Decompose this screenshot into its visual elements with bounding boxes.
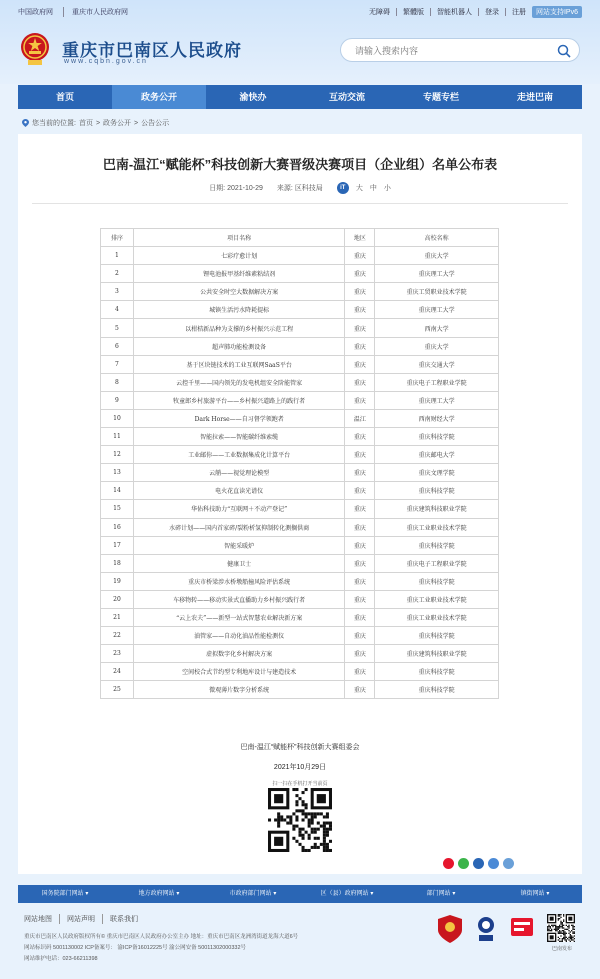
search-box xyxy=(340,38,580,62)
table-row xyxy=(101,265,499,283)
footer-qr-code-icon xyxy=(547,914,575,942)
nav-gov-affairs[interactable]: 政务公开 xyxy=(112,85,206,109)
cell-region: 重庆 xyxy=(345,428,375,446)
signature-date: 2021年10月29日 xyxy=(273,764,327,771)
cell-region: 重庆 xyxy=(345,247,375,265)
cell-rank: 19 xyxy=(101,572,134,590)
date-label: 日期: xyxy=(209,185,226,192)
main-nav xyxy=(18,85,582,109)
cell-rank: 20 xyxy=(101,590,134,608)
cell-region: 重庆 xyxy=(345,373,375,391)
table-row xyxy=(101,446,499,464)
link-cq-gov[interactable]: 重庆市人民政府网 xyxy=(63,7,128,17)
qzone-share-icon[interactable] xyxy=(473,858,484,869)
font-medium-button[interactable]: 中 xyxy=(369,185,377,192)
cell-rank: 16 xyxy=(101,518,134,536)
cell-project: 云艄——视觉理论模型 xyxy=(133,464,344,482)
source-group xyxy=(277,183,323,193)
footer-badges xyxy=(437,914,535,944)
nav-interaction[interactable]: 互动交流 xyxy=(328,92,365,102)
breadcrumb-sep: > xyxy=(134,119,139,127)
table-row xyxy=(101,608,499,626)
cell-region: 重庆 xyxy=(345,663,375,681)
cell-project: 虚拟数字化乡村解决方案 xyxy=(133,645,344,663)
qr-caption: 扫一扫在手机打开当前页 xyxy=(272,781,328,787)
article-card xyxy=(18,134,582,874)
link-login[interactable]: 登录 xyxy=(484,9,499,16)
footer-qr-caption: 巴南发布 xyxy=(551,946,572,952)
cell-university: 重庆科技学院 xyxy=(375,681,499,699)
breadcrumb-notices[interactable]: 公告公示 xyxy=(141,120,170,127)
cell-university: 重庆理工大学 xyxy=(375,265,499,283)
breadcrumb xyxy=(22,118,169,128)
cell-project: 智能采暖炉 xyxy=(133,536,344,554)
cell-region: 重庆 xyxy=(345,301,375,319)
cell-university: 重庆理工大学 xyxy=(375,391,499,409)
cell-university: 重庆工业职业技术学院 xyxy=(375,608,499,626)
footer-copyright: 重庆市巴南区人民政府版权所有© 重庆市巴南区人民政府办公室主办 地址：重庆市巴南区龙洲湾街道龙海大道6号 xyxy=(24,934,299,940)
cell-region: 重庆 xyxy=(345,446,375,464)
cell-region: 重庆 xyxy=(345,265,375,283)
table-row xyxy=(101,391,499,409)
cell-rank: 1 xyxy=(101,247,134,265)
table-row xyxy=(101,428,499,446)
header-university: 高校名称 xyxy=(375,229,499,247)
cell-rank: 9 xyxy=(101,391,134,409)
breadcrumb-sep: > xyxy=(95,119,101,127)
cell-project: 油管家——自动化油品性能检测仪 xyxy=(133,627,344,645)
cell-university: 重庆科技学院 xyxy=(375,627,499,645)
date-group xyxy=(209,183,263,193)
footer-nav-label: 地方政府网站 xyxy=(138,891,175,897)
table-row xyxy=(101,247,499,265)
table-row xyxy=(101,554,499,572)
cell-university: 重庆建筑科技职业学院 xyxy=(375,500,499,518)
link-traditional[interactable]: 繁體版 xyxy=(402,9,424,16)
table-row xyxy=(101,518,499,536)
cell-university: 重庆建筑科技职业学院 xyxy=(375,645,499,663)
separator xyxy=(430,8,431,16)
cell-project: 七彩疗愈计划 xyxy=(133,247,344,265)
cell-region: 重庆 xyxy=(345,518,375,536)
cell-project: 健康卫士 xyxy=(133,554,344,572)
breadcrumb-prefix: 您当前的位置: xyxy=(32,120,76,127)
top-bar xyxy=(0,0,600,22)
footer-nav-state-council[interactable]: 国务院部门网站 ▾ xyxy=(41,891,89,897)
footer-info xyxy=(24,932,298,965)
wechat-share-icon[interactable] xyxy=(458,858,469,869)
cell-region: 重庆 xyxy=(345,391,375,409)
table-body xyxy=(101,247,499,699)
cell-project: 基于区块链技术的工业互联网SaaS平台 xyxy=(133,355,344,373)
footer-nav-towns[interactable]: 镇街网站 ▾ xyxy=(520,891,550,897)
table-row xyxy=(101,301,499,319)
table-row xyxy=(101,482,499,500)
footer-icp: 网站标识码 5001130002 ICP备案号： 渝ICP备16012225号 渝公网安备 50011302000332号 xyxy=(24,945,247,951)
title-divider xyxy=(32,203,568,204)
header-region: 地区 xyxy=(345,229,375,247)
table-row xyxy=(101,464,499,482)
cell-university: 重庆电子工程职业学院 xyxy=(375,373,499,391)
table-row xyxy=(101,663,499,681)
cell-project: 空间校合式节约型专利地库设计与建造技术 xyxy=(133,663,344,681)
cell-rank: 11 xyxy=(101,428,134,446)
cell-project: 重庆市桥梁涉水桥墩船撞风险评估系统 xyxy=(133,572,344,590)
nav-home[interactable]: 首页 xyxy=(55,92,74,102)
cell-project: Dark Horse——自习督学领跑者 xyxy=(133,409,344,427)
table-row xyxy=(101,500,499,518)
cell-rank: 14 xyxy=(101,482,134,500)
cell-university: 重庆科技学院 xyxy=(375,428,499,446)
cell-rank: 4 xyxy=(101,301,134,319)
cell-project: 牧童郎乡村旅游平台——乡村振兴道路上的践行者 xyxy=(133,391,344,409)
cell-region: 重庆 xyxy=(345,319,375,337)
cell-university: 重庆文理学院 xyxy=(375,464,499,482)
separator xyxy=(478,8,479,16)
footer-nav-local-gov[interactable]: 地方政府网站 ▾ xyxy=(138,891,180,897)
link-register[interactable]: 注册 xyxy=(511,9,526,16)
cell-region: 重庆 xyxy=(345,627,375,645)
site-title: 重庆市巴南区人民政府 xyxy=(62,41,242,60)
cell-region: 重庆 xyxy=(345,590,375,608)
link-sitemap[interactable]: 网站地图 xyxy=(24,916,52,923)
cell-project: 以柑桔新品种为支撑的乡村振兴示范工程 xyxy=(133,319,344,337)
cell-rank: 3 xyxy=(101,283,134,301)
cell-region: 重庆 xyxy=(345,355,375,373)
error-report-badge-icon[interactable] xyxy=(509,914,535,944)
table-row xyxy=(101,572,499,590)
table-row xyxy=(101,645,499,663)
cell-project: 锂电池报甲基纤维素粘结剂 xyxy=(133,265,344,283)
email-share-icon[interactable] xyxy=(488,858,499,869)
footer-nav-label: 国务院部门网站 xyxy=(41,891,84,897)
party-gov-badge-icon[interactable] xyxy=(437,914,463,944)
table-row xyxy=(101,283,499,301)
font-small-button[interactable]: 小 xyxy=(383,185,391,192)
footer-links xyxy=(24,914,138,924)
cell-project: 水碎计划——国内首家碎/裂粉析氢抑制转化测搁供商 xyxy=(133,518,344,536)
nav-yukuaiban[interactable]: 渝快办 xyxy=(239,92,267,102)
ipv6-badge: 网站支持IPv6 xyxy=(532,6,582,18)
link-robot[interactable]: 智能机器人 xyxy=(436,9,472,16)
national-emblem-icon xyxy=(20,32,50,66)
cell-region: 重庆 xyxy=(345,500,375,518)
cell-project: 公共安全时空大数据解决方案 xyxy=(133,283,344,301)
cell-university: 重庆科技学院 xyxy=(375,663,499,681)
footer-nav-label: 区（县）政府网站 xyxy=(320,891,369,897)
cell-rank: 18 xyxy=(101,554,134,572)
link-statement[interactable]: 网站声明 xyxy=(59,914,95,924)
cell-region: 重庆 xyxy=(345,554,375,572)
search-input[interactable] xyxy=(355,43,545,58)
article-title: 巴南-温江“赋能杯”科技创新大赛晋级决赛项目（企业组）名单公布表 xyxy=(102,157,498,172)
cell-rank: 7 xyxy=(101,355,134,373)
cell-project: 华佑科技助力“互联网＋不动产登记” xyxy=(133,500,344,518)
cell-university: 重庆交通大学 xyxy=(375,355,499,373)
cell-project: 车移物转——移动实景式直播助力乡村振兴践行者 xyxy=(133,590,344,608)
table-row xyxy=(101,337,499,355)
source-label: 来源: xyxy=(276,185,293,192)
cell-rank: 22 xyxy=(101,627,134,645)
cell-project: “云上农夫”——新型一站式智慧农业解决新方案 xyxy=(133,608,344,626)
cell-region: 重庆 xyxy=(345,572,375,590)
nav-about-banan[interactable]: 走进巴南 xyxy=(516,92,553,102)
top-left-links xyxy=(18,7,128,17)
nav-topics[interactable]: 专题专栏 xyxy=(422,92,459,102)
breadcrumb-home[interactable]: 首页 xyxy=(78,120,93,127)
cell-university: 重庆科技学院 xyxy=(375,572,499,590)
cell-university: 重庆工业职业技术学院 xyxy=(375,590,499,608)
cell-region: 重庆 xyxy=(345,464,375,482)
results-table xyxy=(100,228,499,699)
table-row xyxy=(101,319,499,337)
separator xyxy=(396,8,397,16)
cell-region: 重庆 xyxy=(345,681,375,699)
cell-university: 西南财经大学 xyxy=(375,409,499,427)
separator xyxy=(505,8,506,16)
cell-project: 超声肺功能检测设备 xyxy=(133,337,344,355)
cell-rank: 17 xyxy=(101,536,134,554)
footer-nav-depts[interactable]: 部门网站 ▾ xyxy=(426,891,456,897)
footer-nav-label: 市政府部门网站 xyxy=(229,891,272,897)
table-row xyxy=(101,355,499,373)
cell-rank: 10 xyxy=(101,409,134,427)
footer-nav-district-gov[interactable]: 区（县）政府网站 ▾ xyxy=(320,891,374,897)
search-icon[interactable] xyxy=(557,44,571,58)
article-date: 2021-10-29 xyxy=(227,185,263,192)
qr-code-icon xyxy=(268,788,332,852)
cell-rank: 21 xyxy=(101,608,134,626)
table-row xyxy=(101,590,499,608)
cell-region: 重庆 xyxy=(345,608,375,626)
table-row xyxy=(101,536,499,554)
cell-rank: 13 xyxy=(101,464,134,482)
cell-project: 智能拉索——智能碳纤维索缆 xyxy=(133,428,344,446)
cell-region: 重庆 xyxy=(345,337,375,355)
cell-university: 重庆电子工程职业学院 xyxy=(375,554,499,572)
cell-project: 微观薄片数字分析系统 xyxy=(133,681,344,699)
cell-project: 云控千里——国内领先的发电机组安全阶能管家 xyxy=(133,373,344,391)
footer-phone: 网站维护电话：023-66211398 xyxy=(24,956,98,962)
cell-region: 重庆 xyxy=(345,536,375,554)
location-pin-icon xyxy=(22,119,29,127)
cell-rank: 24 xyxy=(101,663,134,681)
cell-project: 电火花直读光谱仪 xyxy=(133,482,344,500)
header-project: 项目名称 xyxy=(133,229,344,247)
cell-region: 重庆 xyxy=(345,645,375,663)
link-gov-cn[interactable]: 中国政府网 xyxy=(18,9,53,16)
signature-org: 巴南-温江“赋能杯”科技创新大赛组委会 xyxy=(240,744,360,751)
cell-region: 重庆 xyxy=(345,482,375,500)
cell-rank: 25 xyxy=(101,681,134,699)
copy-link-icon[interactable] xyxy=(503,858,514,869)
table-header-row xyxy=(101,229,499,247)
cell-university: 重庆大学 xyxy=(375,337,499,355)
table-row xyxy=(101,409,499,427)
header-rank: 排序 xyxy=(101,229,134,247)
cell-rank: 23 xyxy=(101,645,134,663)
font-large-button[interactable]: 大 xyxy=(355,185,363,192)
cell-region: 温江 xyxy=(345,409,375,427)
table-row xyxy=(101,627,499,645)
cell-rank: 2 xyxy=(101,265,134,283)
cell-university: 重庆大学 xyxy=(375,247,499,265)
cell-rank: 5 xyxy=(101,319,134,337)
cell-university: 重庆工贸职业技术学院 xyxy=(375,283,499,301)
cell-university: 重庆理工大学 xyxy=(375,301,499,319)
cell-rank: 6 xyxy=(101,337,134,355)
police-badge-icon[interactable] xyxy=(473,914,499,944)
link-accessibility[interactable]: 无障碍 xyxy=(368,9,390,16)
footer-nav-label: 部门网站 xyxy=(426,891,451,897)
cell-university: 重庆科技学院 xyxy=(375,482,499,500)
link-contact[interactable]: 联系我们 xyxy=(102,914,138,924)
article-meta xyxy=(18,182,582,194)
top-right-links xyxy=(369,6,582,18)
share-bar xyxy=(443,858,514,869)
weibo-share-icon[interactable] xyxy=(443,858,454,869)
article-source: 区科技局 xyxy=(294,185,323,192)
cell-university: 重庆科技学院 xyxy=(375,536,499,554)
cell-university: 重庆工业职业技术学院 xyxy=(375,518,499,536)
cell-university: 西南大学 xyxy=(375,319,499,337)
footer-nav-label: 镇街网站 xyxy=(520,891,545,897)
cell-university: 重庆邮电大学 xyxy=(375,446,499,464)
cell-project: 工业邮你——工业数据集成化计算平台 xyxy=(133,446,344,464)
table-row xyxy=(101,681,499,699)
footer-nav-city-depts[interactable]: 市政府部门网站 ▾ xyxy=(229,891,277,897)
cell-rank: 12 xyxy=(101,446,134,464)
cell-rank: 15 xyxy=(101,500,134,518)
font-size-controls xyxy=(337,182,391,194)
listen-icon[interactable]: iT xyxy=(337,182,349,194)
table-row xyxy=(101,373,499,391)
breadcrumb-gov-affairs[interactable]: 政务公开 xyxy=(103,120,132,127)
cell-rank: 8 xyxy=(101,373,134,391)
cell-region: 重庆 xyxy=(345,283,375,301)
footer-nav xyxy=(18,885,582,903)
cell-project: 城镇生活污水降耗提标 xyxy=(133,301,344,319)
site-url: www.cqbn.gov.cn xyxy=(64,58,148,65)
